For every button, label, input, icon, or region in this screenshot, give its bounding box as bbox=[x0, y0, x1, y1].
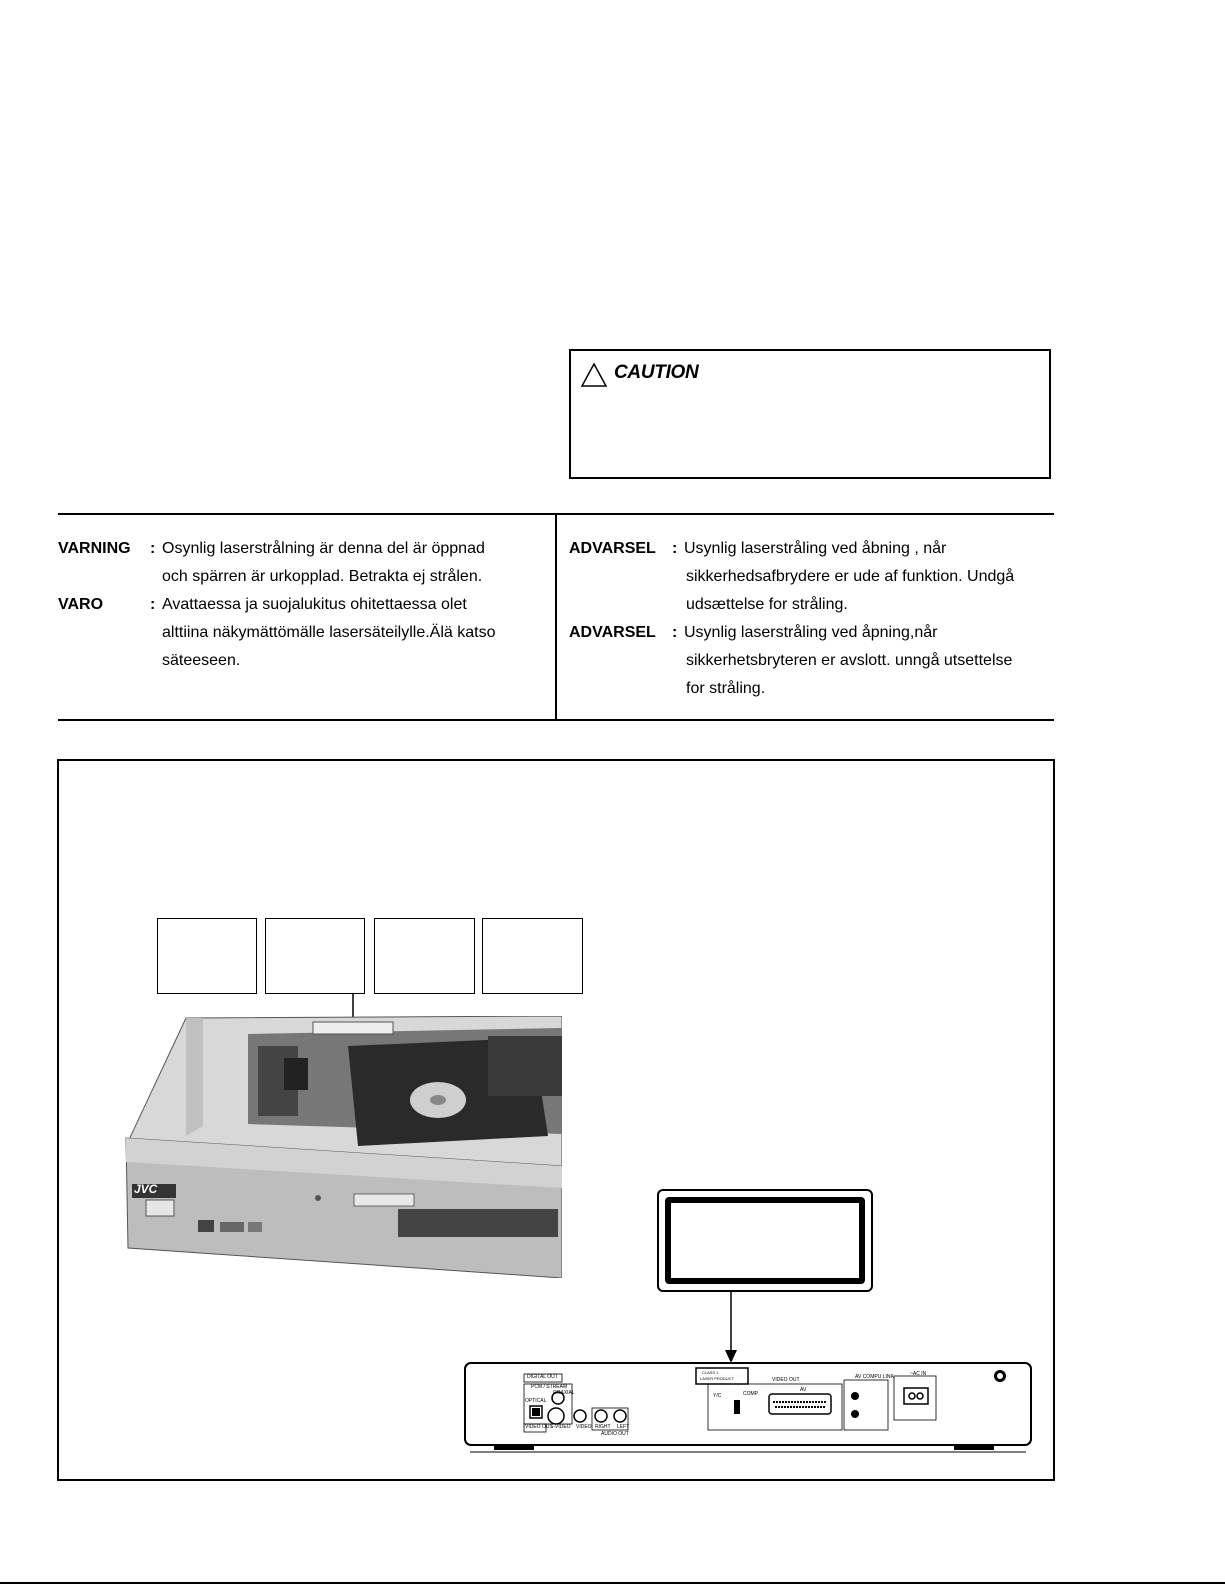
rear-label-laser-product: LASER PRODUCT bbox=[700, 1376, 735, 1381]
warning-separator: : bbox=[150, 540, 156, 557]
warning-line: Avattaessa ja suojalukitus ohitettaessa olet bbox=[162, 596, 467, 613]
warning-line: Osynlig laserstrålning är denna del är öppnad bbox=[162, 540, 485, 557]
warning-label: VARNING bbox=[58, 540, 131, 557]
sticker-box-4 bbox=[482, 918, 583, 994]
warning-line: säteeseen. bbox=[162, 652, 241, 669]
sticker-box-3 bbox=[374, 918, 475, 994]
rear-label-s-video: S-VIDEO bbox=[550, 1424, 571, 1430]
warning-label: ADVARSEL bbox=[569, 540, 656, 557]
brand-logo: JVC bbox=[134, 1182, 158, 1196]
rear-label-coaxial: COAXIAL bbox=[553, 1390, 575, 1396]
rear-label-pcm-stream: PCM / STREAM bbox=[531, 1384, 568, 1390]
rear-label-comp: COMP. bbox=[743, 1391, 759, 1397]
laser-class-label-border bbox=[665, 1197, 865, 1284]
caution-box bbox=[569, 349, 1051, 479]
unit-photo bbox=[108, 1016, 562, 1278]
warning-label: ADVARSEL bbox=[569, 624, 656, 641]
rear-label-video: VIDEO bbox=[576, 1424, 592, 1430]
warning-line: udsættelse for stråling. bbox=[686, 596, 848, 613]
arrow-down-icon bbox=[723, 1292, 739, 1364]
warning-line: och spärren är urkopplad. Betrakta ej strålen. bbox=[162, 568, 483, 585]
warning-separator: : bbox=[672, 624, 678, 641]
rear-label-class1: CLASS 1 bbox=[702, 1370, 719, 1375]
rear-label-ac-in: ~AC IN bbox=[910, 1371, 927, 1377]
rear-label-optical: OPTICAL bbox=[525, 1398, 547, 1404]
rear-label-left: LEFT bbox=[617, 1424, 630, 1430]
warning-line: Usynlig laserstråling ved åpning,når bbox=[684, 624, 938, 641]
rear-label-right: RIGHT bbox=[595, 1424, 611, 1430]
page-bottom-rule bbox=[0, 1582, 1225, 1584]
rear-label-ycc: Y/C bbox=[713, 1393, 722, 1399]
warning-line: sikkerhedsafbrydere er ude af funktion. Undgå bbox=[686, 568, 1015, 585]
warning-separator: : bbox=[672, 540, 678, 557]
table-divider bbox=[555, 514, 557, 720]
sticker-box-2 bbox=[265, 918, 365, 994]
rear-label-av: AV bbox=[800, 1387, 807, 1393]
laser-class-label bbox=[657, 1189, 873, 1292]
warning-line: alttiina näkymättömälle lasersäteilylle.Älä katso bbox=[162, 624, 496, 641]
rear-label-digital-out: DIGITAL OUT bbox=[527, 1374, 558, 1380]
rear-label-video-out-2: VIDEO OUT bbox=[772, 1377, 800, 1383]
warning-line: for stråling. bbox=[686, 680, 766, 697]
caution-title: CAUTION bbox=[614, 362, 699, 383]
rear-label-audio-out: AUDIO OUT bbox=[601, 1431, 629, 1437]
sticker-box-1 bbox=[157, 918, 257, 994]
warning-line: Usynlig laserstråling ved åbning , når bbox=[684, 540, 947, 557]
warning-label: VARO bbox=[58, 596, 104, 613]
warning-separator: : bbox=[150, 596, 156, 613]
rear-label-av-compu-link: AV COMPU LINK bbox=[855, 1374, 894, 1380]
rear-label-video-out: VIDEO OUT bbox=[525, 1424, 553, 1430]
warning-triangle-icon bbox=[581, 363, 607, 387]
warning-line: sikkerhetsbryteren er avslott. unngå utsettelse bbox=[686, 652, 1013, 669]
